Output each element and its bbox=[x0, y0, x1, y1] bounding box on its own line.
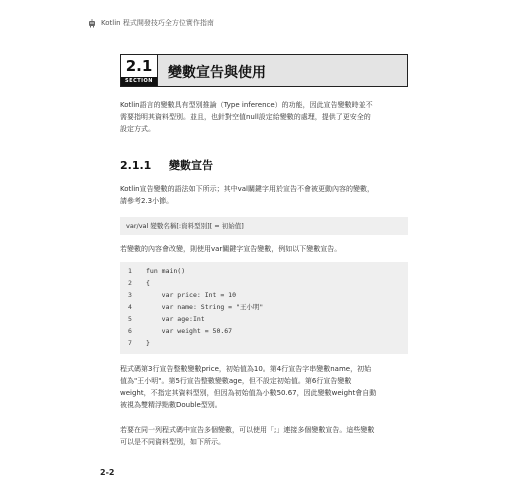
section-number-box bbox=[120, 54, 158, 87]
intro-paragraph bbox=[120, 99, 410, 135]
code-line bbox=[128, 337, 408, 349]
paragraph-line: 若要在同一列程式碼中宣告多個變數，可以使用「;」連接多個變數宣告。這些變數 bbox=[120, 426, 375, 434]
paragraph-line: 若變數的內容會改變，則使用var關鍵字宣告變數，例如以下變數宣告。 bbox=[120, 245, 342, 253]
section-number: 2.1 bbox=[125, 57, 153, 75]
code-line bbox=[128, 265, 408, 277]
code-text: { bbox=[146, 279, 150, 287]
code-text: var price: Int = 10 bbox=[146, 291, 237, 299]
code-text: var age:Int bbox=[146, 315, 205, 323]
code-line bbox=[128, 325, 408, 337]
syntax-box bbox=[120, 217, 408, 235]
robot-icon bbox=[87, 18, 97, 28]
multi-declaration-paragraph bbox=[120, 424, 410, 448]
syntax-text: var/val 變數名稱[:資料型別][ = 初始值] bbox=[126, 222, 244, 230]
paragraph-line: 程式碼第3行宣告整數變數price，初始值為10。第4行宣告字串變數name，初始 bbox=[120, 365, 372, 373]
code-line bbox=[128, 301, 408, 313]
var-intro-paragraph bbox=[120, 243, 410, 255]
subsection-number: 2.1.1 bbox=[120, 159, 152, 172]
code-text: fun main() bbox=[146, 267, 186, 275]
code-line bbox=[128, 277, 408, 289]
paragraph-line: 可以是不同資料型別，如下所示。 bbox=[120, 438, 225, 446]
paragraph-line: Kotlin宣告變數的語法如下所示；其中val關鍵字用於宣告不會被更動內容的變數， bbox=[120, 185, 374, 193]
paragraph-line: 值為"王小明"。第5行宣告整數變數age，但不設定初始值。第6行宣告變數 bbox=[120, 377, 352, 385]
paragraph-line: 請參考2.3小節。 bbox=[120, 197, 174, 205]
code-text: } bbox=[146, 339, 150, 347]
line-number: 7 bbox=[128, 339, 132, 347]
code-listing bbox=[120, 262, 408, 354]
code-line bbox=[128, 313, 408, 325]
code-text: var name: String = "王小明" bbox=[146, 303, 264, 311]
code-line bbox=[128, 289, 408, 301]
intro-line: 需要指明其資料型別。並且，也針對空值null設定給變數的處理，提供了更安全的 bbox=[120, 113, 371, 121]
section-title-bar bbox=[158, 54, 408, 87]
syntax-intro-paragraph bbox=[120, 183, 410, 207]
running-header bbox=[87, 18, 214, 28]
intro-line: Kotlin語言的變數具有型別推論（Type inference）的功能，因此宣告變數時並不 bbox=[120, 101, 373, 109]
code-text: var weight = 50.67 bbox=[146, 327, 233, 335]
section-label: SECTION bbox=[121, 77, 157, 86]
subsection-title: 變數宣告 bbox=[169, 159, 214, 172]
paragraph-line: weight，不指定其資料型別，但因為初始值為小數50.67，因此變數weight會自動 bbox=[120, 389, 377, 397]
page-number: 2-2 bbox=[100, 468, 115, 477]
section-title: 變數宣告與使用 bbox=[168, 65, 266, 81]
line-number: 2 bbox=[128, 279, 132, 287]
line-number: 3 bbox=[128, 291, 132, 299]
subsection-heading bbox=[120, 157, 213, 173]
line-number: 5 bbox=[128, 315, 132, 323]
book-title: Kotlin 程式開發技巧全方位實作指南 bbox=[101, 19, 214, 27]
line-number: 1 bbox=[128, 267, 132, 275]
code-explanation-paragraph bbox=[120, 363, 410, 411]
line-number: 4 bbox=[128, 303, 132, 311]
line-number: 6 bbox=[128, 327, 132, 335]
intro-line: 設定方式。 bbox=[120, 125, 155, 133]
paragraph-line: 被視為雙精浮點數Double型別。 bbox=[120, 401, 222, 409]
